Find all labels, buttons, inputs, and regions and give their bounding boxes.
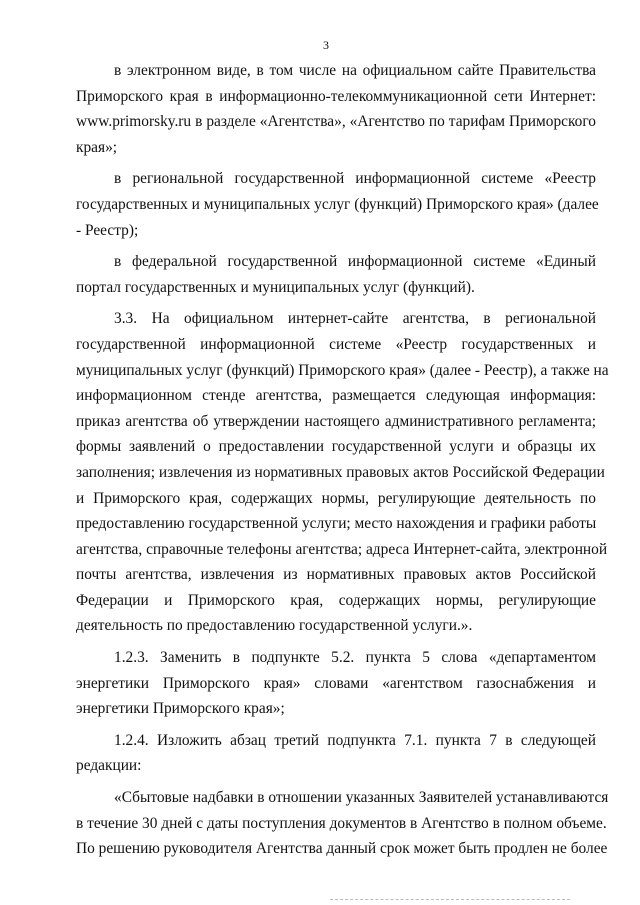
page-number: 3: [323, 38, 329, 52]
text-line: и Приморского края, содержащих нормы, регулирующие деятельность по: [76, 489, 596, 507]
text-line: 1.2.3. Заменить в подпункте 5.2. пункта 5 слова «департаментом: [114, 649, 596, 667]
text-line: в региональной государственной информационной системе «Реестр: [114, 170, 596, 188]
paragraph: [76, 306, 609, 639]
document-body: [76, 58, 609, 862]
text-line: формы заявлений о предоставлении государственной услуги и образцы их: [76, 438, 596, 456]
text-line: редакции:: [76, 757, 142, 775]
paragraph: [76, 166, 599, 243]
paragraph: [76, 249, 596, 300]
text-line: 1.2.4. Изложить абзац третий подпункта 7.1. пункта 7 в следующей: [114, 731, 596, 749]
text-line: Федерации и Приморского края, содержащих нормы, регулирующие: [76, 591, 596, 609]
paragraph: [76, 728, 596, 779]
paragraph: [76, 645, 596, 722]
text-line: края»;: [76, 138, 118, 156]
text-line: деятельность по предоставлению государственной услуги.».: [76, 617, 473, 635]
text-line: государственной информационной системе «Реестр государственных и: [76, 335, 596, 353]
text-line: заполнения; извлечения из нормативных правовых актов Российской Федерации: [76, 463, 605, 481]
text-line: портал государственных и муниципальных услуг (функций).: [76, 278, 475, 296]
text-line: 3.3. На официальном интернет-сайте агентства, в региональной: [114, 310, 596, 328]
text-line: приказ агентства об утверждении настоящего административного регламента;: [76, 412, 596, 430]
paragraph: [76, 58, 596, 160]
text-line: энергетики Приморского края» словами «агентством газоснабжения и: [76, 674, 596, 692]
scan-bottom-edge: [330, 899, 570, 903]
text-line: информационном стенде агентства, размещается следующая информация:: [76, 387, 596, 405]
paragraph: [76, 785, 609, 862]
text-line: «Сбытовые надбавки в отношении указанных Заявителей устанавливаются: [114, 789, 609, 807]
text-line: - Реестр);: [76, 221, 139, 239]
text-line: энергетики Приморского края»;: [76, 700, 285, 718]
text-line: муниципальных услуг (функций) Приморского края» (далее - Реестр), а также на: [76, 361, 609, 379]
text-line: предоставлению государственной услуги; место нахождения и графики работы: [76, 515, 597, 533]
text-line: почты агентства, извлечения из нормативных правовых актов Российской: [76, 566, 596, 584]
text-line: государственных и муниципальных услуг (функций) Приморского края» (далее: [76, 195, 599, 213]
text-line: По решению руководителя Агентства данный срок может быть продлен не более: [76, 840, 608, 858]
text-line: в федеральной государственной информационной системе «Единый: [114, 253, 596, 271]
text-line: в электронном виде, в том числе на официальном сайте Правительства: [114, 62, 596, 79]
text-line: www.primorsky.ru в разделе «Агентства», «Агентство по тарифам Приморского: [76, 113, 596, 131]
text-line: в течение 30 дней с даты поступления документов в Агентство в полном объеме.: [76, 814, 607, 832]
text-line: Приморского края в информационно-телекоммуникационной сети Интернет:: [76, 87, 596, 105]
text-line: агентства, справочные телефоны агентства; адреса Интернет-сайта, электронной: [76, 540, 608, 558]
